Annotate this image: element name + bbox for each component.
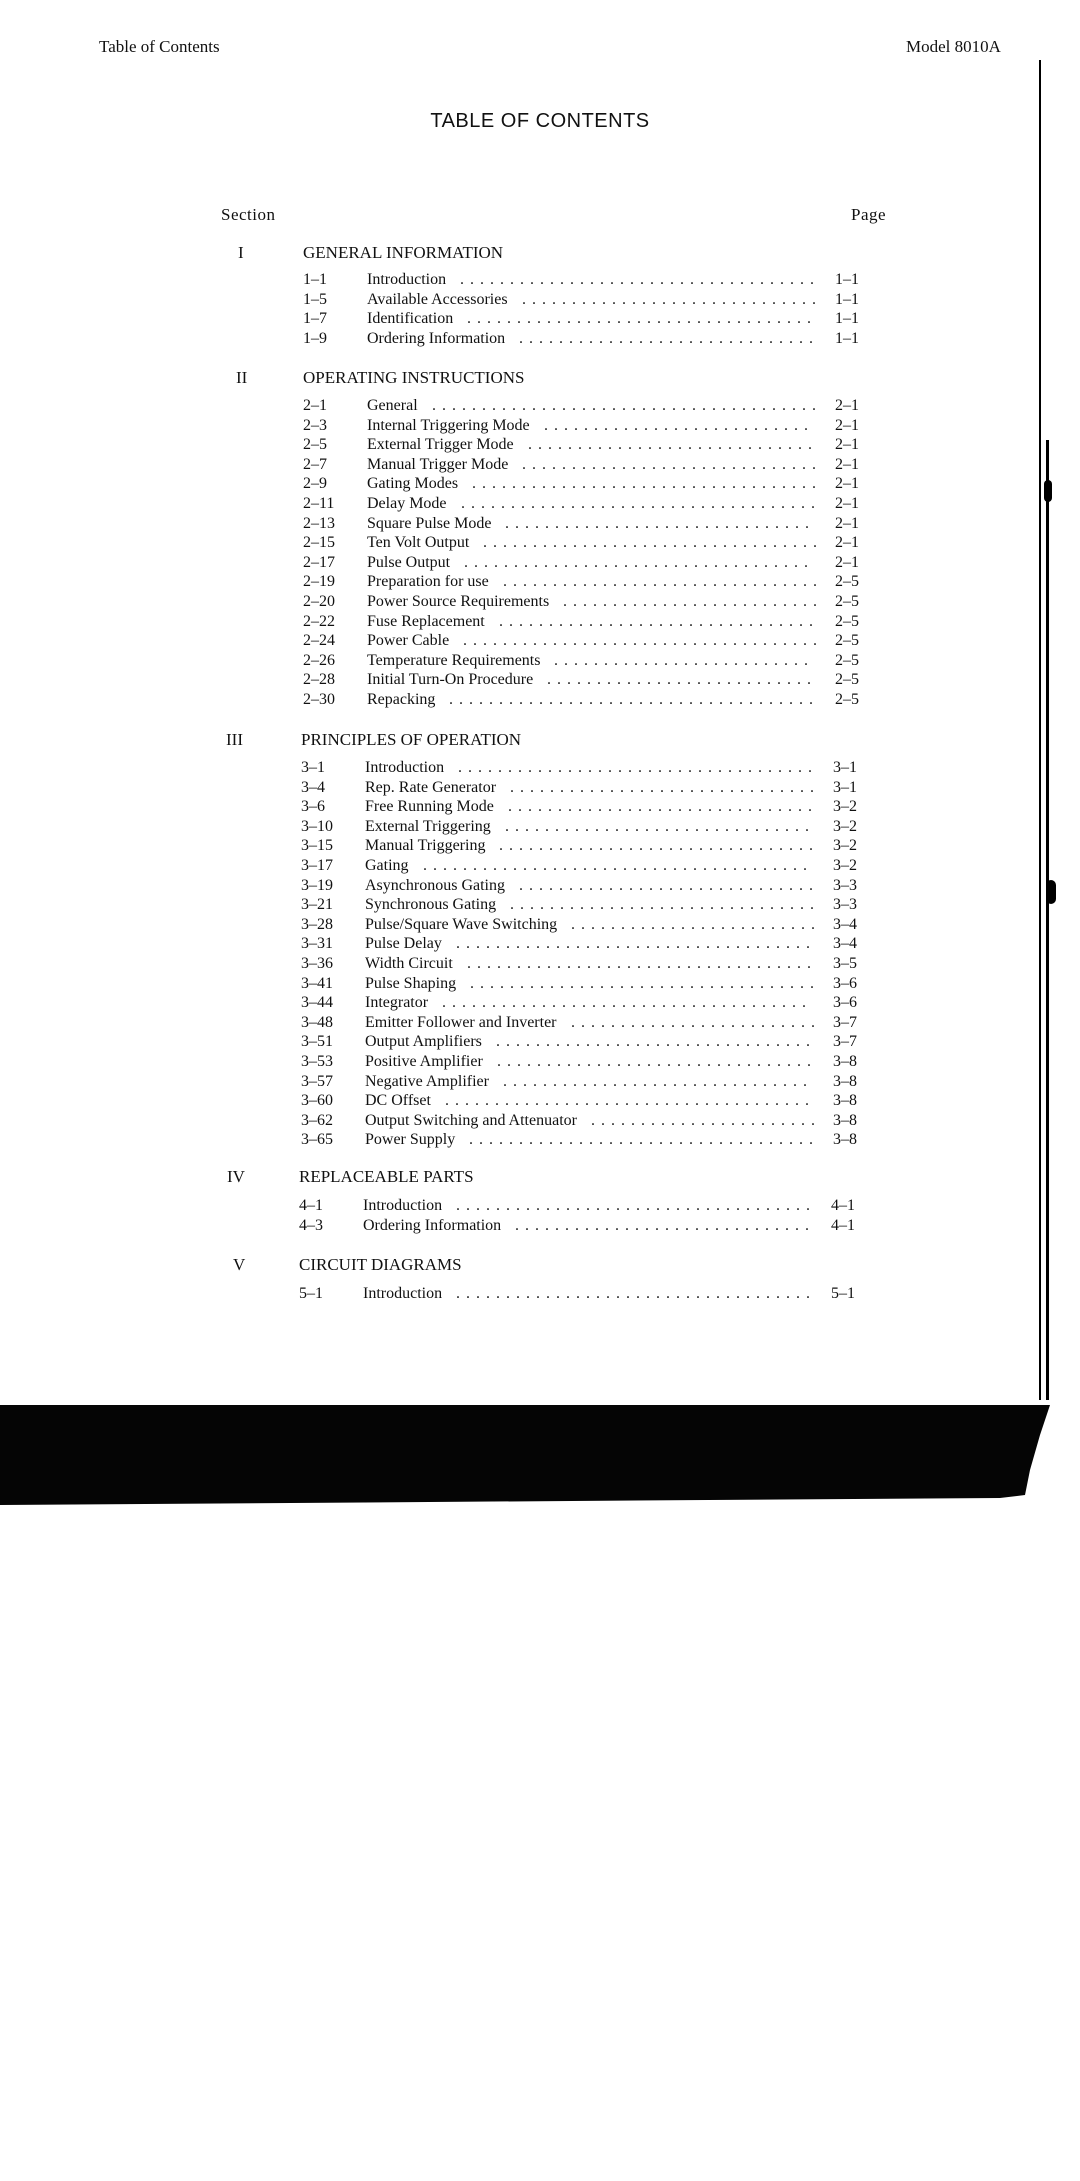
entry-number: 4–3: [299, 1217, 323, 1234]
entry-label: Width Circuit: [365, 955, 453, 972]
toc-entry: [303, 613, 883, 633]
dot-leader: ..............................: [522, 456, 822, 473]
section-number: IV: [227, 1167, 245, 1186]
entry-page: 2–1: [835, 534, 859, 551]
toc-entry: [301, 896, 881, 916]
toc-entry: [303, 671, 883, 691]
dot-leader: .........................: [571, 916, 821, 933]
dot-leader: ................................: [503, 573, 823, 590]
section-title: OPERATING INSTRUCTIONS: [303, 368, 525, 387]
entry-label: Manual Trigger Mode: [367, 456, 509, 473]
toc-entry: [299, 1285, 879, 1305]
entry-page: 3–7: [833, 1014, 857, 1031]
entry-number: 2–9: [303, 475, 327, 492]
dot-leader: ..............................: [519, 330, 819, 347]
dot-leader: ...............................: [508, 798, 818, 815]
toc-entry: [301, 798, 881, 818]
entry-number: 1–9: [303, 330, 327, 347]
entry-number: 3–15: [301, 837, 333, 854]
toc-entry: [303, 456, 883, 476]
binding-hole-mark: [1044, 480, 1052, 502]
dot-leader: .......................................: [423, 857, 813, 874]
toc-entry: [303, 554, 883, 574]
dot-leader: .....................................: [449, 691, 819, 708]
entry-page: 3–8: [833, 1131, 857, 1148]
toc-entry: [301, 994, 881, 1014]
entry-number: 3–31: [301, 935, 333, 952]
dot-leader: ................................: [499, 613, 819, 630]
entry-page: 3–6: [833, 994, 857, 1011]
toc-entry: [301, 857, 881, 877]
entry-number: 3–62: [301, 1112, 333, 1129]
entry-page: 4–1: [831, 1217, 855, 1234]
dot-leader: ................................: [497, 1053, 817, 1070]
entry-label: Preparation for use: [367, 573, 489, 590]
entry-label: Repacking: [367, 691, 436, 708]
entry-label: Emitter Follower and Inverter: [365, 1014, 557, 1031]
entry-number: 3–6: [301, 798, 325, 815]
entry-label: Synchronous Gating: [365, 896, 497, 913]
toc-entry: [299, 1217, 879, 1237]
dot-leader: ....................................: [460, 271, 820, 288]
dot-leader: ....................................: [463, 632, 823, 649]
dot-leader: ................................: [499, 837, 819, 854]
entry-label: Pulse/Square Wave Switching: [365, 916, 558, 933]
toc-entry: [301, 1092, 881, 1112]
section-column-header: Section: [221, 205, 276, 224]
entry-label: Square Pulse Mode: [367, 515, 492, 532]
entry-number: 1–7: [303, 310, 327, 327]
entry-label: Available Accessories: [367, 291, 508, 308]
entry-page: 3–6: [833, 975, 857, 992]
dot-leader: .............................: [528, 436, 818, 453]
toc-entry: [303, 397, 883, 417]
entry-number: 2–3: [303, 417, 327, 434]
entry-page: 3–3: [833, 877, 857, 894]
entry-label: Initial Turn-On Procedure: [367, 671, 534, 688]
entry-page: 2–1: [835, 475, 859, 492]
entry-page: 3–4: [833, 935, 857, 952]
entry-page: 3–7: [833, 1033, 857, 1050]
entry-number: 3–57: [301, 1073, 333, 1090]
entry-page: 2–1: [835, 515, 859, 532]
dot-leader: ...................................: [472, 475, 822, 492]
entry-number: 2–17: [303, 554, 335, 571]
toc-entry: [303, 417, 883, 437]
entry-page: 3–8: [833, 1053, 857, 1070]
dot-leader: ...............................: [505, 515, 815, 532]
entry-page: 4–1: [831, 1197, 855, 1214]
entry-page: 3–8: [833, 1073, 857, 1090]
entry-page: 2–1: [835, 495, 859, 512]
dot-leader: ..............................: [522, 291, 822, 308]
entry-page: 3–8: [833, 1112, 857, 1129]
entry-page: 3–1: [833, 779, 857, 796]
entry-label: Introduction: [363, 1285, 443, 1302]
toc-entry: [301, 877, 881, 897]
entry-page: 2–5: [835, 652, 859, 669]
entry-page: 2–5: [835, 593, 859, 610]
dot-leader: .......................: [591, 1112, 821, 1129]
entry-number: 3–36: [301, 955, 333, 972]
dot-leader: .....................................: [442, 994, 812, 1011]
entry-number: 2–15: [303, 534, 335, 551]
entry-page: 2–5: [835, 632, 859, 649]
dot-leader: ..........................: [563, 593, 823, 610]
entry-page: 2–5: [835, 573, 859, 590]
entry-page: 1–1: [835, 291, 859, 308]
entry-page: 2–1: [835, 456, 859, 473]
entry-label: Ten Volt Output: [367, 534, 470, 551]
entry-number: 2–11: [303, 495, 335, 512]
toc-entry: [301, 1053, 881, 1073]
entry-number: 2–1: [303, 397, 327, 414]
entry-label: Temperature Requirements: [367, 652, 541, 669]
entry-number: 3–1: [301, 759, 325, 776]
dot-leader: ...........................: [544, 417, 814, 434]
entry-label: Introduction: [365, 759, 445, 776]
entry-page: 1–1: [835, 310, 859, 327]
toc-entry: [303, 310, 883, 330]
toc-entry: [303, 534, 883, 554]
toc-entry: [301, 1033, 881, 1053]
entry-number: 2–28: [303, 671, 335, 688]
dot-leader: ...................................: [467, 310, 817, 327]
toc-entry: [303, 495, 883, 515]
entry-label: Manual Triggering: [365, 837, 486, 854]
section-number: III: [226, 730, 243, 749]
entry-number: 2–13: [303, 515, 335, 532]
entry-number: 3–53: [301, 1053, 333, 1070]
entry-label: Power Supply: [365, 1131, 456, 1148]
section-title: PRINCIPLES OF OPERATION: [301, 730, 522, 749]
dot-leader: ................................: [496, 1033, 816, 1050]
scan-shadow-band: [0, 1405, 1080, 1505]
entry-label: External Triggering: [365, 818, 491, 835]
entry-label: Introduction: [363, 1197, 443, 1214]
entry-number: 3–44: [301, 994, 333, 1011]
entry-number: 2–26: [303, 652, 335, 669]
toc-entry: [301, 955, 881, 975]
entry-number: 1–1: [303, 271, 327, 288]
entry-label: Output Amplifiers: [365, 1033, 482, 1050]
entry-number: 4–1: [299, 1197, 323, 1214]
entry-number: 2–5: [303, 436, 327, 453]
entry-page: 1–1: [835, 330, 859, 347]
entry-number: 2–22: [303, 613, 335, 630]
entry-label: Gating: [365, 857, 409, 874]
section-number: I: [238, 243, 244, 262]
dot-leader: ...................................: [464, 554, 814, 571]
toc-entry: [301, 1014, 881, 1034]
entry-label: Ordering Information: [367, 330, 506, 347]
section-title: CIRCUIT DIAGRAMS: [299, 1255, 462, 1274]
entry-label: DC Offset: [365, 1092, 431, 1109]
toc-entry: [303, 691, 883, 711]
toc-entry: [303, 515, 883, 535]
section-title: GENERAL INFORMATION: [303, 243, 504, 262]
entry-page: 3–4: [833, 916, 857, 933]
entry-number: 3–28: [301, 916, 333, 933]
entry-page: 2–5: [835, 613, 859, 630]
entry-page: 3–2: [833, 837, 857, 854]
page-edge-line-outer: [1046, 440, 1049, 1400]
section-title: REPLACEABLE PARTS: [299, 1167, 474, 1186]
dot-leader: ...............................: [510, 779, 820, 796]
dot-leader: ..............................: [519, 877, 819, 894]
entry-number: 3–65: [301, 1131, 333, 1148]
entry-number: 2–19: [303, 573, 335, 590]
entry-page: 3–2: [833, 818, 857, 835]
entry-number: 3–41: [301, 975, 333, 992]
entry-label: Positive Amplifier: [365, 1053, 483, 1070]
dot-leader: .........................: [571, 1014, 821, 1031]
entry-label: Internal Triggering Mode: [367, 417, 530, 434]
section-number: V: [233, 1255, 246, 1274]
toc-entry: [301, 916, 881, 936]
entry-label: Introduction: [367, 271, 447, 288]
entry-label: Free Running Mode: [365, 798, 494, 815]
section-number: II: [236, 368, 248, 387]
dot-leader: .......................................: [432, 397, 822, 414]
entry-label: Pulse Output: [367, 554, 451, 571]
toc-entry: [301, 779, 881, 799]
entry-label: Fuse Replacement: [367, 613, 485, 630]
entry-number: 3–51: [301, 1033, 333, 1050]
page-title: TABLE OF CONTENTS: [430, 110, 650, 132]
entry-number: 3–4: [301, 779, 325, 796]
entry-number: 3–21: [301, 896, 333, 913]
dot-leader: ...................................: [467, 955, 817, 972]
entry-label: Rep. Rate Generator: [365, 779, 497, 796]
entry-page: 3–2: [833, 857, 857, 874]
dot-leader: ....................................: [456, 1285, 816, 1302]
entry-number: 3–19: [301, 877, 333, 894]
entry-number: 3–17: [301, 857, 333, 874]
toc-entry: [303, 632, 883, 652]
entry-label: Gating Modes: [367, 475, 459, 492]
toc-entry: [303, 271, 883, 291]
toc-entry: [299, 1197, 879, 1217]
entry-label: Negative Amplifier: [365, 1073, 489, 1090]
entry-page: 3–3: [833, 896, 857, 913]
dot-leader: ..................................: [483, 534, 823, 551]
entry-page: 5–1: [831, 1285, 855, 1302]
entry-number: 2–24: [303, 632, 335, 649]
entry-page: 2–5: [835, 691, 859, 708]
toc-entry: [301, 1112, 881, 1132]
toc-entry: [303, 291, 883, 311]
entry-page: 3–5: [833, 955, 857, 972]
toc-entry: [301, 1073, 881, 1093]
entry-label: Power Cable: [367, 632, 450, 649]
entry-label: Identification: [367, 310, 454, 327]
entry-label: General: [367, 397, 418, 414]
dot-leader: ...........................: [547, 671, 817, 688]
entry-page: 3–1: [833, 759, 857, 776]
entry-label: Output Switching and Attenuator: [365, 1112, 577, 1129]
entry-label: Pulse Delay: [365, 935, 442, 952]
page-column-header: Page: [851, 205, 887, 224]
running-header-right: Model 8010A: [906, 37, 1001, 56]
entry-page: 3–8: [833, 1092, 857, 1109]
toc-entry: [301, 935, 881, 955]
entry-number: 3–48: [301, 1014, 333, 1031]
entry-label: Pulse Shaping: [365, 975, 457, 992]
binding-hole-mark: [1046, 880, 1056, 904]
toc-entry: [303, 652, 883, 672]
dot-leader: ...............................: [505, 818, 815, 835]
entry-page: 2–1: [835, 397, 859, 414]
entry-number: 2–30: [303, 691, 335, 708]
toc-entry: [303, 436, 883, 456]
entry-number: 3–10: [301, 818, 333, 835]
entry-page: 3–2: [833, 798, 857, 815]
entry-label: Power Source Requirements: [367, 593, 550, 610]
running-header-left: Table of Contents: [99, 37, 220, 56]
dot-leader: ..........................: [554, 652, 814, 669]
entry-number: 5–1: [299, 1285, 323, 1302]
toc-entry: [301, 1131, 881, 1151]
toc-entry: [303, 330, 883, 350]
toc-entry: [303, 475, 883, 495]
entry-label: Ordering Information: [363, 1217, 502, 1234]
entry-page: 2–1: [835, 554, 859, 571]
dot-leader: ..............................: [515, 1217, 815, 1234]
toc-entry: [303, 593, 883, 613]
entry-label: External Trigger Mode: [367, 436, 514, 453]
dot-leader: ....................................: [456, 935, 816, 952]
dot-leader: .....................................: [445, 1092, 815, 1109]
entry-label: Delay Mode: [367, 495, 447, 512]
toc-entry: [301, 818, 881, 838]
entry-label: Integrator: [365, 994, 429, 1011]
page-edge-line: [1039, 60, 1041, 1400]
toc-entry: [301, 759, 881, 779]
toc-entry: [303, 573, 883, 593]
dot-leader: ...................................: [470, 975, 820, 992]
dot-leader: ...............................: [510, 896, 820, 913]
entry-label: Asynchronous Gating: [365, 877, 505, 894]
entry-page: 1–1: [835, 271, 859, 288]
entry-number: 3–60: [301, 1092, 333, 1109]
dot-leader: ...............................: [503, 1073, 813, 1090]
dot-leader: ....................................: [458, 759, 818, 776]
entry-number: 2–7: [303, 456, 327, 473]
entry-page: 2–5: [835, 671, 859, 688]
dot-leader: ....................................: [461, 495, 821, 512]
entry-page: 2–1: [835, 436, 859, 453]
entry-page: 2–1: [835, 417, 859, 434]
toc-entry: [301, 837, 881, 857]
toc-entry: [301, 975, 881, 995]
dot-leader: ...................................: [469, 1131, 819, 1148]
dot-leader: ....................................: [456, 1197, 816, 1214]
entry-number: 1–5: [303, 291, 327, 308]
entry-number: 2–20: [303, 593, 335, 610]
